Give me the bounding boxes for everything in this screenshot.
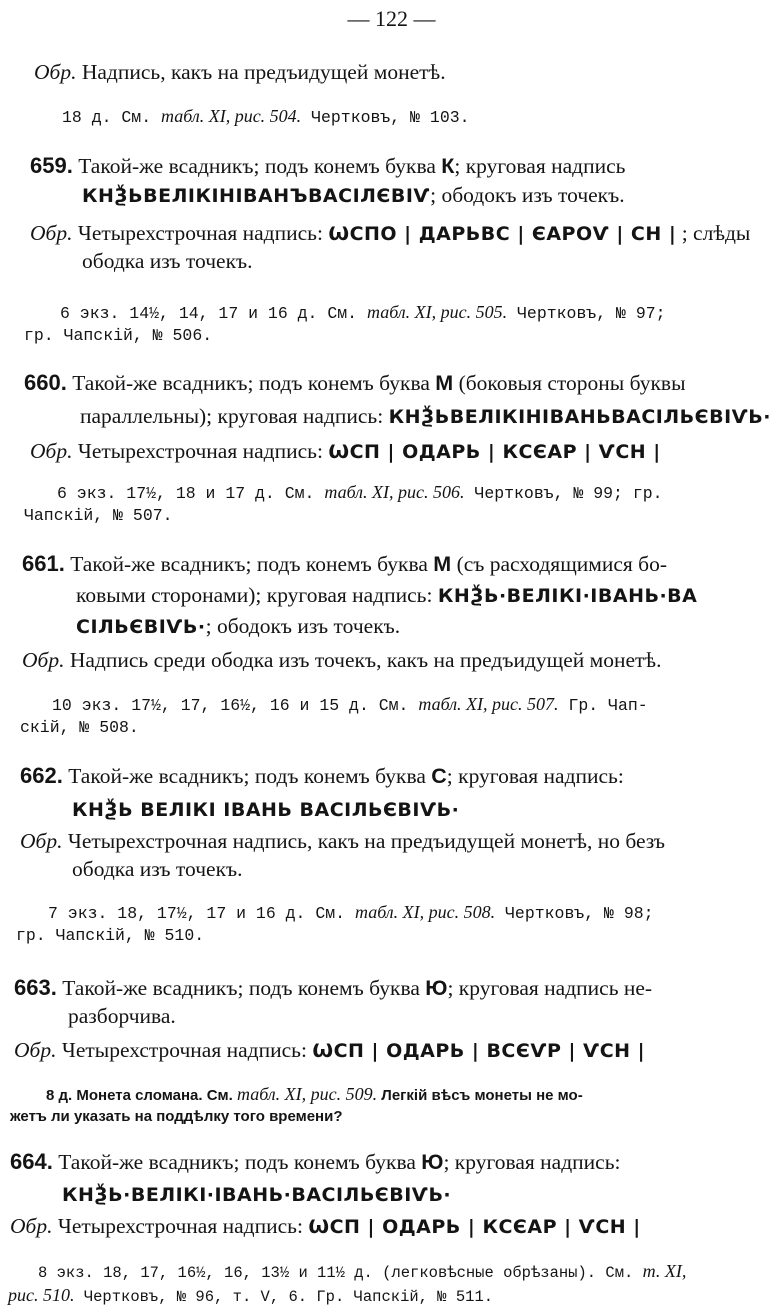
obverse-text: ; слѣды [681,221,751,245]
page-number: — 122 — [347,6,436,31]
table-reference: т. XI, [642,1261,687,1281]
legend-inscription: КНѮЬВЕЛІКІНІВАНЬВАСІЛЬЄВІѴЬ· [388,406,771,428]
obverse-label: Обр. [14,1038,57,1062]
table-reference: табл. XI, рис. 509. [236,1084,378,1104]
obverse-label: Обр. [30,439,73,463]
legend-inscription: КНѮЬ·ВЕЛІКІ·ІВАНЬ·ВАСІЛЬЄВІѴЬ· [62,1184,452,1206]
description-text: ; круговая надпись [454,154,626,178]
obverse-text: ободка изъ точекъ. [72,857,243,881]
description-text: ковыми сторонами); круговая надпись: [76,583,433,607]
description-text: Такой-же всадникъ; подъ конемъ буква [58,1150,416,1174]
note-text: 8 экз. 18, 17, 16½, 16, 13½ и 11½ д. (легковѣсные обрѣзаны). См. [38,1264,634,1282]
note-text: Чапскій, № 507. [24,506,173,525]
obverse-label: Обр. [30,221,73,245]
description-text: разборчива. [68,1004,176,1028]
entry-659-obverse-line-1 [30,219,750,248]
entry-664-line-2 [62,1180,451,1209]
obverse-label: Обр. [22,648,65,672]
note-text: Чертковъ, № 96, т. V, 6. Гр. Чапскій, № 511. [83,1288,494,1306]
description-text: ; ободокъ изъ точекъ. [430,183,625,207]
obverse-text: Четырехстрочная надпись: [77,221,323,245]
entry-662-obverse-line-1 [20,827,665,855]
entry-661-note-line-1 [52,690,648,720]
letter-mark: С [431,764,447,788]
entry-662-line-1 [20,762,624,790]
entry-659-obverse-line-2 [82,247,253,275]
entry-662-note-line-2 [16,922,204,950]
entry-663-line-1 [14,974,652,1002]
note-text: Чертковъ, № 97; [517,304,666,323]
description-text: Такой-же всадникъ; подъ конемъ буква [78,154,436,178]
entry-660-line-1 [24,369,686,397]
entry-664-note-line-2 [8,1281,493,1311]
description-text: ; круговая надпись: [446,764,624,788]
entry-663-obverse-line [14,1036,645,1065]
obverse-inscription: ѠСП | ОДАРЬ | КСЄАР | ѴСН | [328,441,661,463]
entry-number: 661. [22,551,65,576]
obverse-label: Обр. [20,829,63,853]
obverse-text: Надпись среди ободка изъ точекъ, какъ на предъидущей монетѣ. [69,648,662,672]
table-reference: табл. XI, рис. 506. [324,482,465,502]
obverse-text: ободка изъ точекъ. [82,249,253,273]
entry-number: 663. [14,975,57,1000]
entry-number: 659. [30,153,73,178]
entry-661-line-3 [76,612,400,641]
obverse-inscription: ѠСП | ОДАРЬ | ВСЄѴР | ѴСН | [312,1040,646,1062]
note-text: Гр. Чап- [568,696,648,715]
description-text: Такой-же всадникъ; подъ конемъ буква [68,764,426,788]
entry-659-line-2 [82,181,625,210]
entry-660-line-2 [80,402,771,431]
entry-number: 664. [10,1149,53,1174]
letter-mark: М [435,371,454,395]
description-text: Такой-же всадникъ; подъ конемъ буква [70,552,428,576]
letter-mark: М [433,552,452,576]
entry-664-obverse-line [10,1212,641,1241]
description-text: Такой-же всадникъ; подъ конемъ буква [62,976,420,1000]
note-text: Чертковъ, № 103. [311,108,470,127]
note-text: Чертковъ, № 98; [505,904,654,923]
table-reference: табл. XI, рис. 504. [161,106,302,126]
entry-659-line-1 [30,152,780,180]
note-text: 10 экз. 17½, 17, 16½, 16 и 15 д. См. [52,696,409,715]
note-text: 6 экз. 17½, 18 и 17 д. См. [57,484,315,503]
table-reference: табл. XI, рис. 507. [418,694,559,714]
legend-inscription: КНѮЬ·ВЕЛІКІ·ІВАНЬ·ВА [437,585,698,607]
note-text: гр. Чапскій, № 506. [24,326,213,345]
obverse-text: Четырехстрочная надпись: [61,1038,307,1062]
obverse-text: Четырехстрочная надпись, какъ на предъидущей монетѣ, но безъ [67,829,666,853]
entry-661-line-2 [76,581,697,610]
table-reference: табл. XI, рис. 505. [366,302,508,322]
entry-660-note-line-2 [24,502,173,530]
legend-inscription: КНѮЬ ВЕЛІКІ ІВАНЬ ВАСІЛЬЄВІѴЬ· [72,799,460,821]
entry-664-line-1 [10,1148,620,1176]
letter-mark: К [441,154,455,178]
entry-number: 660. [24,370,67,395]
entry-661-note-line-2 [20,714,139,742]
table-reference: рис. 510. [8,1285,75,1305]
table-reference: табл. XI, рис. 508. [354,902,496,922]
description-text: ; ободокъ изъ точекъ. [205,614,401,638]
note-text: 18 д. См. [62,108,152,127]
obverse-label: Обр. [10,1214,53,1238]
note-text: 8 д. Монета сломана. См. [46,1087,233,1104]
obverse-label: Обр. [34,60,77,84]
note-text: Легкій вѣсъ монеты не мо- [381,1087,583,1104]
note-text: жетъ ли указать на поддѣлку того времени? [10,1108,343,1125]
letter-mark: Ю [425,976,448,1000]
legend-inscription: КНѮЬВЕЛІКІНІВАНЪВАСІЛЄВІѴ [82,185,431,207]
description-text: ; круговая надпись: [443,1150,621,1174]
description-text: Такой-же всадникъ; подъ конемъ буква [72,371,430,395]
entry-659-note-line-2 [24,322,212,350]
intro-obverse-line [34,58,446,86]
entry-number: 662. [20,763,63,788]
obverse-text: Надпись, какъ на предъидущей монетѣ. [81,60,446,84]
obverse-inscription: ѠСП | ОДАРЬ | КСЄАР | ѴСН | [308,1216,641,1238]
entry-663-line-2 [68,1002,176,1030]
description-text: ; круговая надпись не- [447,976,653,1000]
note-text: 7 экз. 18, 17½, 17 и 16 д. См. [48,904,346,923]
obverse-text: Четырехстрочная надпись: [77,439,323,463]
entry-662-line-2 [72,795,459,824]
note-text: Чертковъ, № 99; гр. [474,484,663,503]
description-text: (боковыя стороны буквы [458,371,686,395]
note-text: скій, № 508. [20,718,139,737]
entry-662-obverse-line-2 [72,855,243,883]
entry-660-obverse-line [30,437,661,466]
description-text: (съ расходящимися бо- [456,552,668,576]
description-text: параллельны); круговая надпись: [80,404,384,428]
entry-661-obverse-line [22,646,661,674]
entry-661-line-1 [22,550,667,578]
entry-663-note-line-2 [10,1103,342,1131]
intro-note [62,102,470,132]
letter-mark: Ю [421,1150,444,1174]
note-text: гр. Чапскій, № 510. [16,926,205,945]
obverse-inscription: ѠСПО | ДАРЬВС | ЄАРОѴ | СН | [328,223,677,245]
note-text: 6 экз. 14½, 14, 17 и 16 д. См. [60,304,358,323]
obverse-text: Четырехстрочная надпись: [57,1214,303,1238]
legend-inscription: СІЛЬЄВІѴЬ· [76,616,206,638]
